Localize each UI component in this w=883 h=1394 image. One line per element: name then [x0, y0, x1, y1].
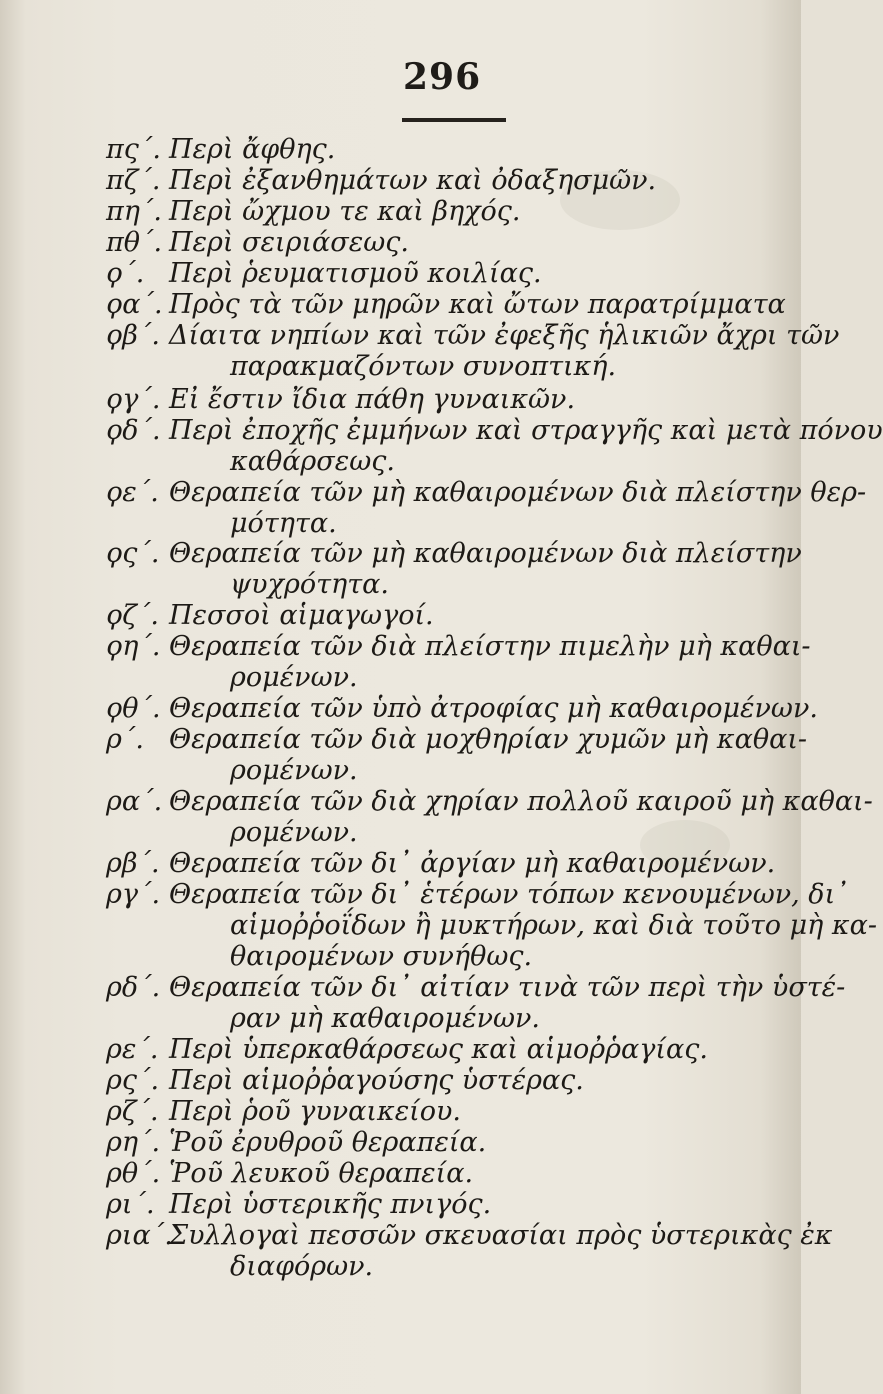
- chapter-title: Περὶ ὑστερικῆς πνιγός.: [169, 1189, 492, 1220]
- chapter-number: ϙδ΄.: [106, 415, 161, 446]
- chapter-number: ρα΄.: [106, 786, 163, 817]
- chapter-number: ρζ΄.: [106, 1096, 159, 1127]
- chapter-title: Θεραπεία τῶν διὰ μοχθηρίαν χυμῶν μὴ καθαι-: [169, 724, 808, 755]
- chapter-title: Ῥοῦ ἐρυθροῦ θεραπεία.: [169, 1127, 487, 1158]
- chapter-title: Δίαιτα νηπίων καὶ τῶν ἐφεξῆς ἡλικιῶν ἄχρι τῶν: [169, 320, 840, 351]
- chapter-number: ϙβ΄.: [106, 320, 160, 351]
- chapter-number: ρς΄.: [106, 1065, 160, 1096]
- chapter-title: Θεραπεία τῶν δι᾽ ἀργίαν μὴ καθαιρομένων.: [169, 848, 776, 879]
- chapter-number: ϙ΄.: [106, 258, 145, 289]
- chapter-number: ϙς΄.: [106, 538, 160, 569]
- chapter-number: ϙγ΄.: [106, 384, 161, 415]
- chapter-number: πς΄.: [106, 134, 161, 165]
- chapter-title-continuation: ρομένων.: [230, 817, 358, 848]
- chapter-title: Πεσσοὶ αἱμαγωγοί.: [169, 600, 434, 631]
- chapter-title: Περὶ ῥευματισμοῦ κοιλίας.: [169, 258, 542, 289]
- chapter-number: ϙζ΄.: [106, 600, 159, 631]
- chapter-title-continuation: ρομένων.: [230, 662, 358, 693]
- chapter-number: ρδ΄.: [106, 972, 161, 1003]
- chapter-title: Περὶ σειριάσεως.: [169, 227, 409, 258]
- chapter-number: ρ΄.: [106, 724, 144, 755]
- chapter-number: ρη΄.: [106, 1127, 161, 1158]
- chapter-title: Εἰ ἔστιν ἴδια πάθη γυναικῶν.: [169, 384, 576, 415]
- chapter-title-continuation: αἱμοῤῥοΐδων ἢ μυκτήρων, καὶ διὰ τοῦτο μὴ κα-: [230, 910, 877, 941]
- chapter-title: Θεραπεία τῶν μὴ καθαιρομένων διὰ πλείστην: [169, 538, 802, 569]
- page-number: 296: [403, 56, 482, 98]
- chapter-number: ργ΄.: [106, 879, 161, 910]
- chapter-title: Περὶ ῥοῦ γυναικείου.: [169, 1096, 462, 1127]
- chapter-number: ρβ΄.: [106, 848, 160, 879]
- chapter-number: πζ΄.: [106, 165, 161, 196]
- chapter-title-continuation: ρομένων.: [230, 755, 358, 786]
- chapter-title-continuation: ραν μὴ καθαιρομένων.: [230, 1003, 541, 1034]
- chapter-number: ρι΄.: [106, 1189, 155, 1220]
- chapter-number: πη΄.: [106, 196, 163, 227]
- chapter-title: Θεραπεία τῶν μὴ καθαιρομένων διὰ πλείστην θερ-: [169, 477, 867, 508]
- chapter-number: πθ΄.: [106, 227, 163, 258]
- chapter-title: Περὶ ἐποχῆς ἐμμήνων καὶ στραγγῆς καὶ μετὰ πόνου: [169, 415, 883, 446]
- chapter-title: Θεραπεία τῶν δι᾽ ἑτέρων τόπων κενουμένων, δι᾽: [169, 879, 849, 910]
- chapter-title-continuation: καθάρσεως.: [230, 446, 395, 477]
- chapter-number: ϙθ΄.: [106, 693, 161, 724]
- chapter-number: ρθ΄.: [106, 1158, 161, 1189]
- chapter-number: ϙε΄.: [106, 477, 159, 508]
- chapter-title: Περὶ αἱμοῤῥαγούσης ὑστέρας.: [169, 1065, 584, 1096]
- chapter-title: Περὶ ἄφθης.: [169, 134, 336, 165]
- chapter-title: Θεραπεία τῶν δι᾽ αἰτίαν τινὰ τῶν περὶ τὴν ὑστέ-: [169, 972, 846, 1003]
- chapter-title-continuation: παρακμαζόντων συνοπτική.: [230, 351, 617, 382]
- chapter-title: Περὶ ὑπερκαθάρσεως καὶ αἱμοῤῥαγίας.: [169, 1034, 708, 1065]
- chapter-title-continuation: θαιρομένων συνήθως.: [230, 941, 533, 972]
- chapter-title: Θεραπεία τῶν διὰ πλείστην πιμελὴν μὴ καθαι-: [169, 631, 811, 662]
- chapter-title-continuation: μότητα.: [230, 508, 337, 539]
- chapter-number: ϙα΄.: [106, 289, 163, 320]
- chapter-title-continuation: ψυχρότητα.: [230, 569, 389, 600]
- chapter-number: ρε΄.: [106, 1034, 159, 1065]
- chapter-title: Ῥοῦ λευκοῦ θεραπεία.: [169, 1158, 474, 1189]
- chapter-title-continuation: διαφόρων.: [230, 1251, 374, 1282]
- chapter-number: ρια΄.: [106, 1220, 173, 1251]
- chapter-number: ϙη΄.: [106, 631, 161, 662]
- chapter-title: Περὶ ὤχμου τε καὶ βηχός.: [169, 196, 521, 227]
- chapter-title: Πρὸς τὰ τῶν μηρῶν καὶ ὤτων παρατρίμματα: [169, 289, 786, 320]
- chapter-title: Θεραπεία τῶν διὰ χηρίαν πολλοῦ καιροῦ μὴ καθαι-: [169, 786, 873, 817]
- chapter-title: Περὶ ἐξανθημάτων καὶ ὀδαξησμῶν.: [169, 165, 657, 196]
- chapter-title: Θεραπεία τῶν ὑπὸ ἀτροφίας μὴ καθαιρομένων.: [169, 693, 818, 724]
- chapter-title: Συλλογαὶ πεσσῶν σκευασίαι πρὸς ὑστερικὰς ἐκ: [169, 1220, 833, 1251]
